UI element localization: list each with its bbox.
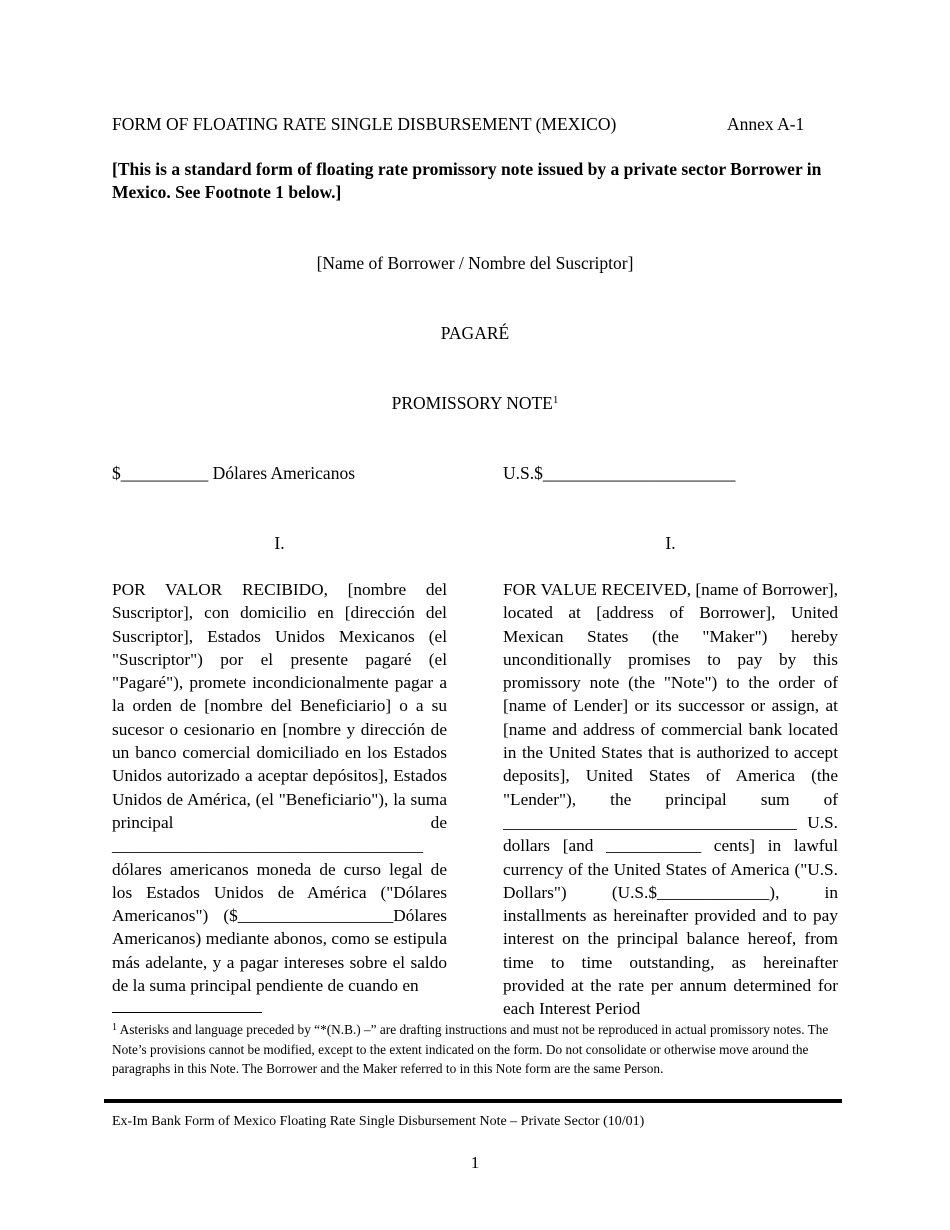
amount-spanish: $__________ Dólares Americanos (112, 463, 356, 483)
section-number-english: I. (665, 533, 676, 553)
intro-note: [This is a standard form of floating rate promissory note issued by a private sector Borrower in Mexico. See Footnote 1 below.] (112, 159, 822, 202)
section-number-spanish: I. (274, 533, 285, 553)
page-number: 1 (470, 1153, 480, 1172)
body-spanish: POR VALOR RECIBIDO, [nombre del Suscriptor], con domicilio en [dirección del Suscriptor], Estados Unidos Mexicanos (el "Suscriptor") por el presente pagaré (el "Pagaré"), promete incondicionalmente pagar a la orden de [nombre del Beneficiario] o a su sucesor o cesionario en [nombre y dirección de un banco comercial domiciliado en los Estados Unidos autorizado a aceptar depósitos], Estados Unidos de América, (el "Beneficiario"), la suma principal de ____________________________________ dólares americanos moneda de curso legal de los Estados Unidos de América ("Dólares Americanos") ($__________________Dólares Americanos) mediante abonos, como se estipula más adelante, y a pagar intereses sobre el saldo de la suma principal pendiente de cuando en (112, 580, 447, 996)
footnote-divider (112, 1012, 262, 1013)
footnote-reference: 1 (552, 394, 559, 406)
footnote-text: Asterisks and language preceded by “*(N.B.) –” are drafting instructions and must not be reproduced in actual promissory notes. The Note’s provisions cannot be modified, except to the extent indicated on the form. Do not consolidate or otherwise move around the paragraphs in this Note. The Borrower and the Maker referred to in this Note form are the same Person. (112, 1022, 829, 1076)
annex-label: Annex A-1 (727, 114, 805, 134)
footnote (112, 1020, 842, 1079)
borrower-name-line: [Name of Borrower / Nombre del Suscriptor] (316, 253, 634, 273)
footer-text: Ex-Im Bank Form of Mexico Floating Rate Single Disbursement Note – Private Sector (10/01) (112, 1114, 645, 1129)
title-english (0, 393, 950, 414)
footer-divider (104, 1099, 842, 1103)
footnote-number: 1 (112, 1022, 117, 1033)
title-english-text: PROMISSORY NOTE (391, 393, 553, 413)
body-english: FOR VALUE RECEIVED, [name of Borrower], located at [address of Borrower], United Mexican States (the "Maker") hereby unconditionally promises to pay by this promissory note (the "Note") to the order of [name of Lender] or its successor or assign, at [name and address of commercial bank located in the United States that is authorized to accept deposits], United States of America (the "Lender"), the principal sum of __________________________________ U.S. dollars [and ___________ cents] in lawful currency of the United States of America ("U.S. Dollars") (U.S.$_____________), in installments as hereinafter provided and to pay interest on the principal balance hereof, from time to time outstanding, as hereinafter provided at the rate per annum determined for each Interest Period (503, 580, 838, 1019)
amount-english: U.S.$______________________ (503, 463, 736, 483)
title-spanish: PAGARÉ (440, 323, 510, 343)
form-title: FORM OF FLOATING RATE SINGLE DISBURSEMENT (MEXICO) (112, 114, 617, 134)
